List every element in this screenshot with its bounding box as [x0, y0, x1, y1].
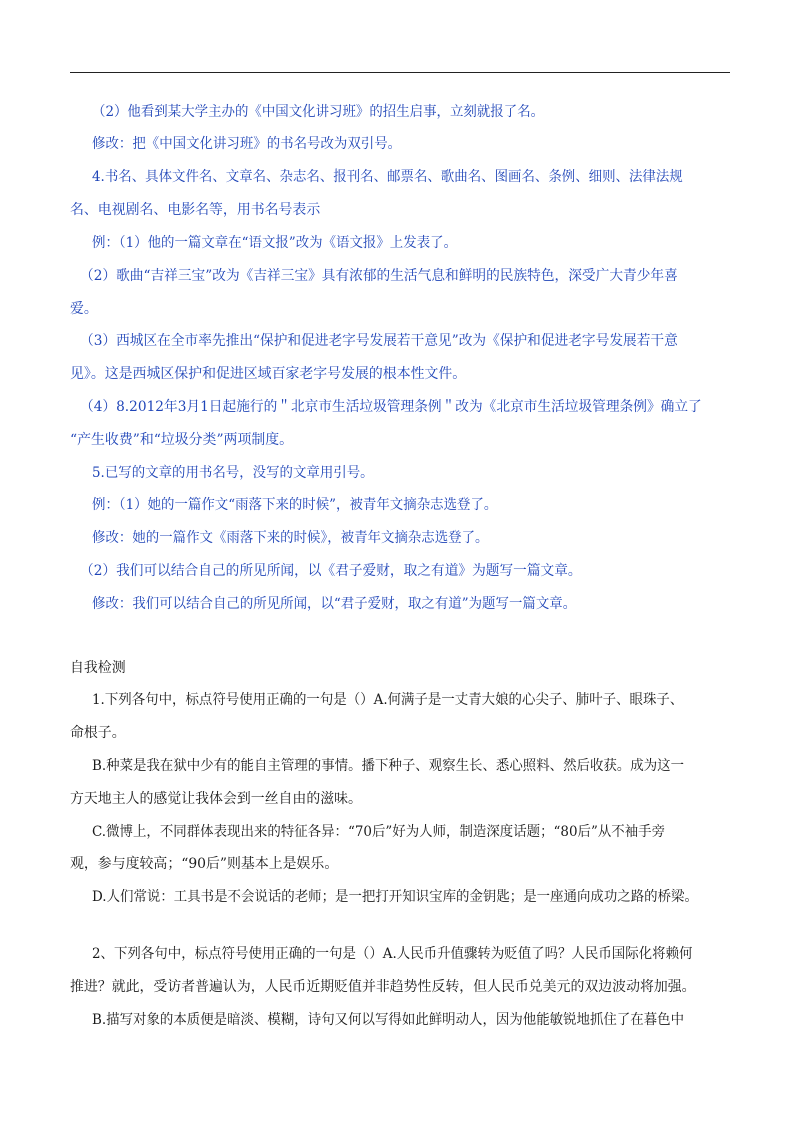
blue-line-10: （4）8.2012年3月1日起施行的＂北京市生活垃圾管理条例＂改为《北京市生活垃圾管理条例》确立了: [80, 399, 702, 415]
blue-line-13: 例：（1）她的一篇作文“雨落下来的时候”，被青年文摘杂志选登了。: [92, 497, 498, 513]
blue-line-11: “产生收费”和“垃圾分类”两项制度。: [70, 432, 294, 448]
q1-line-2: 命根子。: [70, 725, 126, 741]
blue-line-12: 5.已写的文章的用书名号，没写的文章用引号。: [92, 465, 374, 481]
blue-line-3: 4.书名、具体文件名、文章名、杂志名、报刊名、邮票名、歌曲名、图画名、条例、细则、法律法规: [92, 169, 683, 185]
blue-line-15: （2）我们可以结合自己的所见所闻，以《君子爱财，取之有道》为题写一篇文章。: [80, 563, 582, 579]
blue-line-16: 修改：我们可以结合自己的所见所闻，以“君子爱财，取之有道”为题写一篇文章。: [92, 596, 577, 612]
section-heading: 自我检测: [70, 660, 126, 676]
blue-line-8: （3）西城区在全市率先推出“保护和促进老字号发展若干意见”改为《保护和促进老字号发展若干意: [80, 333, 678, 349]
q1-line-5: C.微博上，不同群体表现出来的特征各异：“70后”好为人师，制造深度话题；“80后”从不袖手旁: [92, 824, 666, 840]
q1-line-7: D.人们常说：工具书是不会说话的老师；是一把打开知识宝库的金钥匙；是一座通向成功之路的桥梁。: [92, 889, 698, 905]
blue-line-6: （2）歌曲“吉祥三宝”改为《吉祥三宝》具有浓郁的生活气息和鲜明的民族特色，深受广大青少年喜: [80, 268, 678, 284]
blue-line-7: 爱。: [70, 301, 98, 317]
blue-line-2: 修改：把《中国文化讲习班》的书名号改为双引号。: [92, 136, 402, 152]
q1-line-3: B.种菜是我在狱中少有的能自主管理的事情。播下种子、观察生长、悉心照料、然后收获。成为这一: [92, 758, 685, 774]
q2-line-2: 推进？就此，受访者普遍认为，人民币近期贬值并非趋势性反转，但人民币兑美元的双边波动将加强。: [70, 979, 696, 995]
q1-line-1: 1.下列各句中，标点符号使用正确的一句是（）A.何满子是一丈青大娘的心尖子、肺叶子、眼珠子、: [92, 692, 684, 708]
q1-line-6: 观，参与度较高；“90后”则基本上是娱乐。: [70, 856, 339, 872]
q2-line-1: 2、下列各句中，标点符号使用正确的一句是（）A.人民币升值骤转为贬值了吗？人民币国际化将赖何: [92, 946, 693, 962]
header-rule: [70, 72, 730, 73]
blue-line-14: 修改：她的一篇作文《雨落下来的时候》，被青年文摘杂志选登了。: [92, 530, 489, 546]
blue-line-4: 名、电视剧名、电影名等，用书名号表示: [70, 202, 321, 218]
blue-line-5: 例：（1）他的一篇文章在“语文报”改为《语文报》上发表了。: [92, 235, 458, 251]
blue-line-1: （2）他看到某大学主办的《中国文化讲习班》的招生启事，立刻就报了名。: [92, 104, 545, 120]
q2-line-3: B.描写对象的本质便是暗淡、模糊，诗句又何以写得如此鲜明动人，因为他能敏锐地抓住了在暮色中: [92, 1012, 685, 1028]
q1-line-4: 方天地主人的感觉让我体会到一丝自由的滋味。: [70, 791, 362, 807]
blue-line-9: 见》。这是西城区保护和促进区域百家老字号发展的根本性文件。: [70, 366, 467, 382]
